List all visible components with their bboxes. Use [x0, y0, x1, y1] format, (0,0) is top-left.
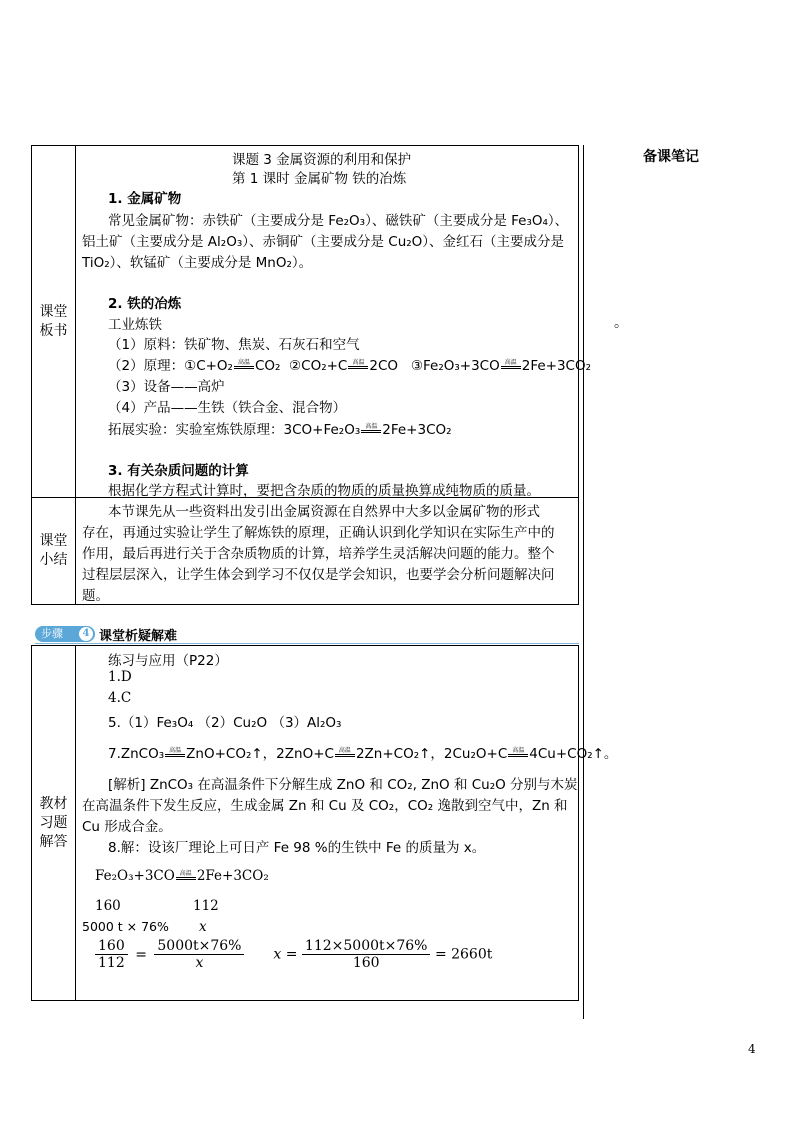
- section1-title: 1. 金属矿物: [108, 191, 182, 207]
- summary-line: 本节课先从一些资料出发引出金属资源在自然界中大多以金属矿物的形式: [108, 504, 540, 520]
- fraction: $\frac{5000t\times 76\%}{x}$: [154, 938, 244, 971]
- section2-line: （4）产品——生铁（铁合金、混合物）: [108, 400, 347, 416]
- summary-line: 题。: [82, 588, 109, 604]
- q8-mass: x: [199, 919, 207, 935]
- answer-q8: 8.解：设该厂理论上可日产 Fe 98 %的生铁中 Fe 的质量为 x。: [108, 840, 486, 856]
- heat-condition-icon: 高温: [334, 748, 356, 760]
- sidebar-divider: [583, 145, 584, 1019]
- answer-q7: 7.ZnCO₃ 高温 ZnO+CO₂↑，2ZnO+C 高温 2Zn+CO₂↑，2Cu₂O+C 高温 4Cu+CO₂↑。: [108, 746, 618, 762]
- answers-line: 5.（1）Fe₃O₄ （2）Cu₂O （3）Al₂O₃: [108, 715, 342, 731]
- summary-label: 课堂 小结: [32, 498, 76, 605]
- summary-line: 过程层层深入，让学生体会到学习不仅仅是学会知识，也要学会分析问题解决问: [82, 567, 555, 583]
- fraction: $\frac{112\times 5000t\times 76\%}{160}$: [302, 938, 431, 971]
- q8-equation: Fe₂O₃+3CO 高温 2Fe+3CO₂: [95, 868, 269, 884]
- answers-label: 教材 习题 解答: [32, 646, 76, 1001]
- section1-line: 铝土矿（主要成分是 Al₂O₃）、赤铜矿（主要成分是 Cu₂O）、金红石（主要成分是: [82, 234, 565, 250]
- step-rule: [35, 643, 579, 644]
- equation-text: ①C+O₂: [184, 358, 233, 374]
- heat-condition-icon: 高温: [500, 360, 522, 372]
- principle-line: [108, 354, 591, 374]
- heat-condition-icon: 高温: [347, 360, 369, 372]
- heat-condition-icon: 高温: [233, 360, 255, 372]
- section3-line: 根据化学方程式计算时，要把含杂质的物质的质量换算成纯物质的质量。: [108, 483, 540, 499]
- equation-text: 3CO+Fe₂O₃: [283, 422, 361, 438]
- summary-line: 作用，最后再进行关于含杂质物质的计算，培养学生灵活解决问题的能力。整个: [82, 546, 555, 562]
- heat-condition-icon: 高温: [175, 871, 197, 883]
- equation-text: ②CO₂+C: [289, 358, 348, 374]
- section2-line: （3）设备——高炉: [108, 379, 225, 395]
- step-banner: [35, 624, 185, 644]
- answers-line: 练习与应用（P22）: [108, 653, 228, 669]
- q8-mass: 5000 t × 76%: [82, 919, 169, 934]
- section2-line: （1）原料：铁矿物、焦炭、石灰石和空气: [108, 337, 360, 353]
- lesson-subtitle: 第 1 课时 金属矿物 铁的冶炼: [232, 171, 407, 187]
- q8-proportion: $\frac{160}{112}$ = $\frac{5000t\times 76\%}{x}$ x = $\frac{112\times 5000t\times 76\%}{160}$ = 2660t: [95, 938, 492, 971]
- analysis-line: 在高温条件下发生反应，生成金属 Zn 和 Cu 及 CO₂，CO₂ 逸散到空气中，Zn 和: [82, 798, 568, 814]
- heat-condition-icon: 高温: [164, 748, 186, 760]
- equation-text: ③Fe₂O₃+3CO: [410, 358, 500, 374]
- section2-title: 2. 铁的冶炼: [108, 296, 182, 312]
- sidebar-mark: 。: [614, 315, 628, 331]
- q8-mass: 160: [95, 898, 121, 914]
- board-label: 课堂 板书: [32, 146, 76, 498]
- equation-text: 2CO: [369, 358, 399, 374]
- fraction: $\frac{160}{112}$: [95, 938, 128, 971]
- lesson-title: 课题 3 金属资源的利用和保护: [232, 152, 412, 168]
- principle-label: （2）原理：: [108, 358, 185, 374]
- analysis-line: Cu 形成合金。: [82, 819, 172, 835]
- page-number: 4: [748, 1042, 756, 1056]
- section1-line: 常见金属矿物：赤铁矿（主要成分是 Fe₂O₃）、磁铁矿（主要成分是 Fe₃O₄）、: [108, 213, 569, 229]
- equation-text: 2Fe+3CO₂: [521, 358, 592, 374]
- extension-label: 拓展实验：实验室炼铁原理：: [108, 422, 284, 438]
- step-pill: 步骤: [35, 626, 95, 642]
- section2-line: 工业炼铁: [108, 317, 162, 333]
- step-number: 4: [79, 627, 93, 641]
- equation-text: CO₂: [254, 358, 281, 374]
- summary-line: 存在，再通过实验让学生了解炼铁的原理，正确认识到化学知识在实际生产中的: [82, 525, 555, 541]
- extension-line: [108, 418, 452, 438]
- q8-mass: 112: [193, 898, 219, 914]
- section3-title: 3. 有关杂质问题的计算: [108, 463, 249, 479]
- analysis-line: [解析] ZnCO₃ 在高温条件下分解生成 ZnO 和 CO₂, ZnO 和 Cu₂O 分别与木炭: [108, 777, 578, 793]
- answers-line: 1.D: [108, 669, 132, 685]
- heat-condition-icon: 高温: [360, 424, 382, 436]
- equation-text: 2Fe+3CO₂: [382, 422, 452, 438]
- section1-line: TiO₂）、软锰矿（主要成分是 MnO₂）。: [82, 255, 313, 271]
- step-title: 课堂析疑解难: [99, 629, 178, 644]
- sidebar-title: 备课笔记: [643, 149, 699, 165]
- heat-condition-icon: 高温: [507, 748, 529, 760]
- answers-line: 4.C: [108, 690, 132, 706]
